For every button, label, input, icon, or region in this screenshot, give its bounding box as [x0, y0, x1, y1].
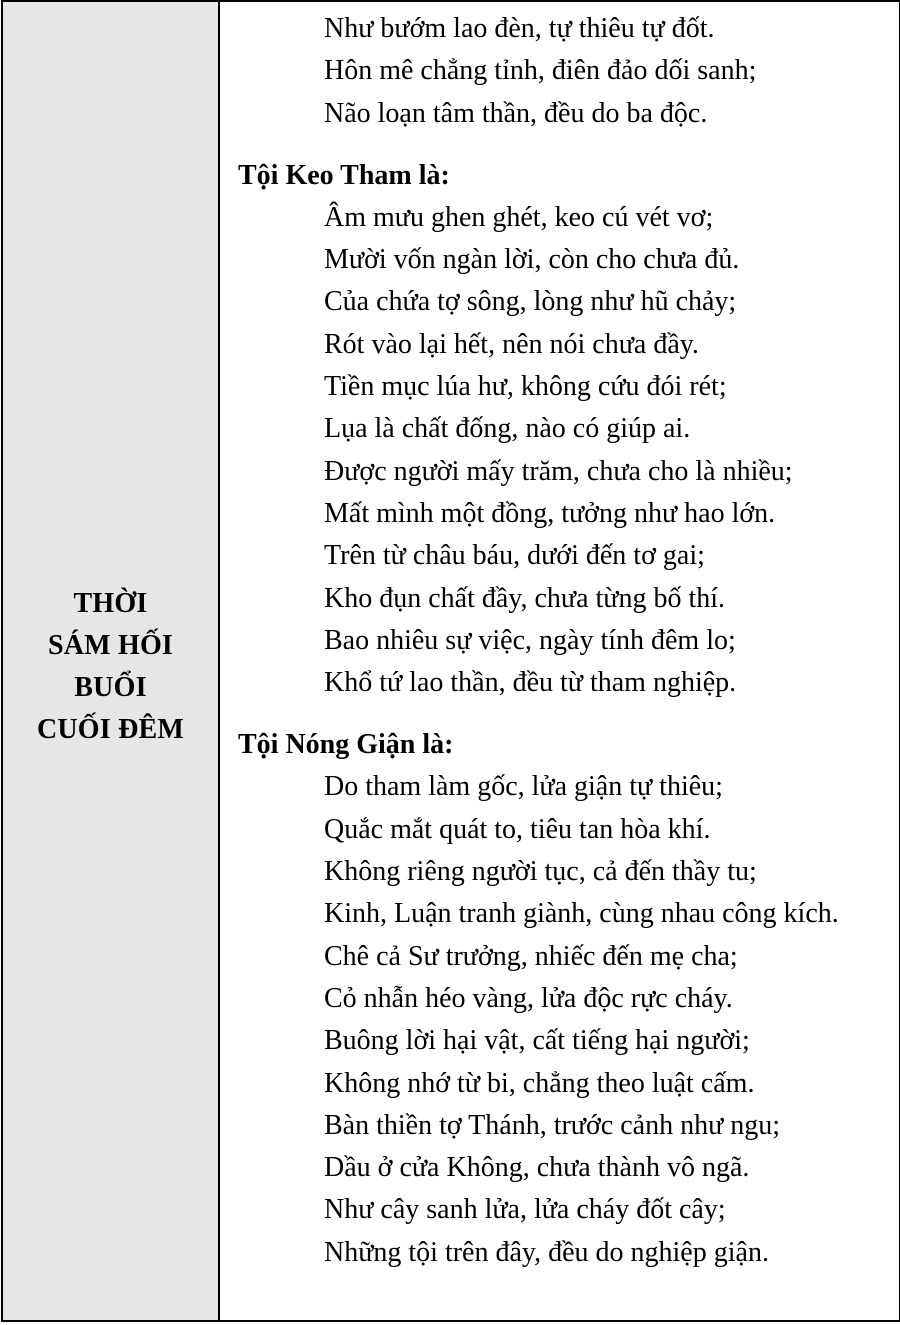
verse-line: Của chứa tợ sông, lòng như hũ chảy;: [324, 286, 737, 318]
sidebar-title-line-4: CUỐI ĐÊM: [36, 714, 185, 745]
verse-list: [238, 766, 899, 1274]
verse-line: Dầu ở cửa Không, chưa thành vô ngã.: [324, 1152, 750, 1184]
verse-line: Lụa là chất đống, nào có giúp ai.: [324, 413, 691, 445]
verse-line: Bàn thiền tợ Thánh, trước cảnh như ngu;: [324, 1109, 781, 1141]
page-frame: [1, 0, 900, 1322]
sidebar-title: [37, 583, 184, 751]
verse-line: Kinh, Luận tranh giành, cùng nhau công kích.: [324, 898, 839, 930]
verse-line: Do tham làm gốc, lửa giận tự thiêu;: [324, 771, 723, 803]
verse-line: Rót vào lại hết, nên nói chưa đầy.: [324, 328, 699, 360]
verse-line: Không riêng người tục, cả đến thầy tu;: [324, 856, 757, 888]
verse-line: Như cây sanh lửa, lửa cháy đốt cây;: [324, 1194, 726, 1226]
verse-line: Mười vốn ngàn lời, còn cho chưa đủ.: [324, 244, 740, 276]
verse-content: [220, 2, 899, 1320]
sidebar-title-line-3: BUỔI: [74, 672, 147, 703]
verse-line: Được người mấy trăm, chưa cho là nhiều;: [324, 455, 793, 487]
verse-section-keo-tham: [238, 155, 899, 705]
sidebar-title-line-2: SÁM HỐI: [47, 630, 174, 661]
verse-line: Bao nhiêu sự việc, ngày tính đêm lo;: [324, 624, 736, 656]
sidebar-panel: [3, 2, 220, 1320]
verse-line: Não loạn tâm thần, đều do ba độc.: [324, 97, 708, 129]
verse-line: Kho đụn chất đầy, chưa từng bố thí.: [324, 582, 726, 614]
verse-list: [238, 8, 899, 135]
verse-line: Như bướm lao đèn, tự thiêu tự đốt.: [324, 13, 715, 44]
verse-line: Mất mình một đồng, tưởng như hao lớn.: [324, 497, 776, 529]
verse-section-continuation: [238, 8, 899, 135]
verse-line: Trên từ châu báu, dưới đến tơ gai;: [324, 540, 705, 572]
verse-list: [238, 197, 899, 705]
verse-line: Buông lời hại vật, cất tiếng hại người;: [324, 1025, 750, 1057]
verse-section-nong-gian: [238, 724, 899, 1274]
verse-line: Tiền mục lúa hư, không cứu đói rét;: [324, 371, 727, 403]
verse-line: Khổ tứ lao thần, đều từ tham nghiệp.: [324, 667, 737, 699]
section-heading: Tội Nóng Giận là:: [238, 729, 454, 761]
verse-line: Quắc mắt quát to, tiêu tan hòa khí.: [324, 813, 711, 845]
verse-line: Chê cả Sư trưởng, nhiếc đến mẹ cha;: [324, 940, 738, 972]
section-heading: Tội Keo Tham là:: [238, 159, 450, 191]
verse-line: Không nhớ từ bi, chẳng theo luật cấm.: [324, 1067, 755, 1099]
verse-line: Những tội trên đây, đều do nghiệp giận.: [324, 1236, 769, 1268]
verse-line: Cỏ nhẫn héo vàng, lửa độc rực cháy.: [324, 982, 733, 1014]
sidebar-title-line-1: THỜI: [73, 588, 148, 619]
verse-line: Hôn mê chẳng tỉnh, điên đảo dối sanh;: [324, 55, 757, 87]
verse-line: Âm mưu ghen ghét, keo cú vét vơ;: [324, 201, 714, 233]
